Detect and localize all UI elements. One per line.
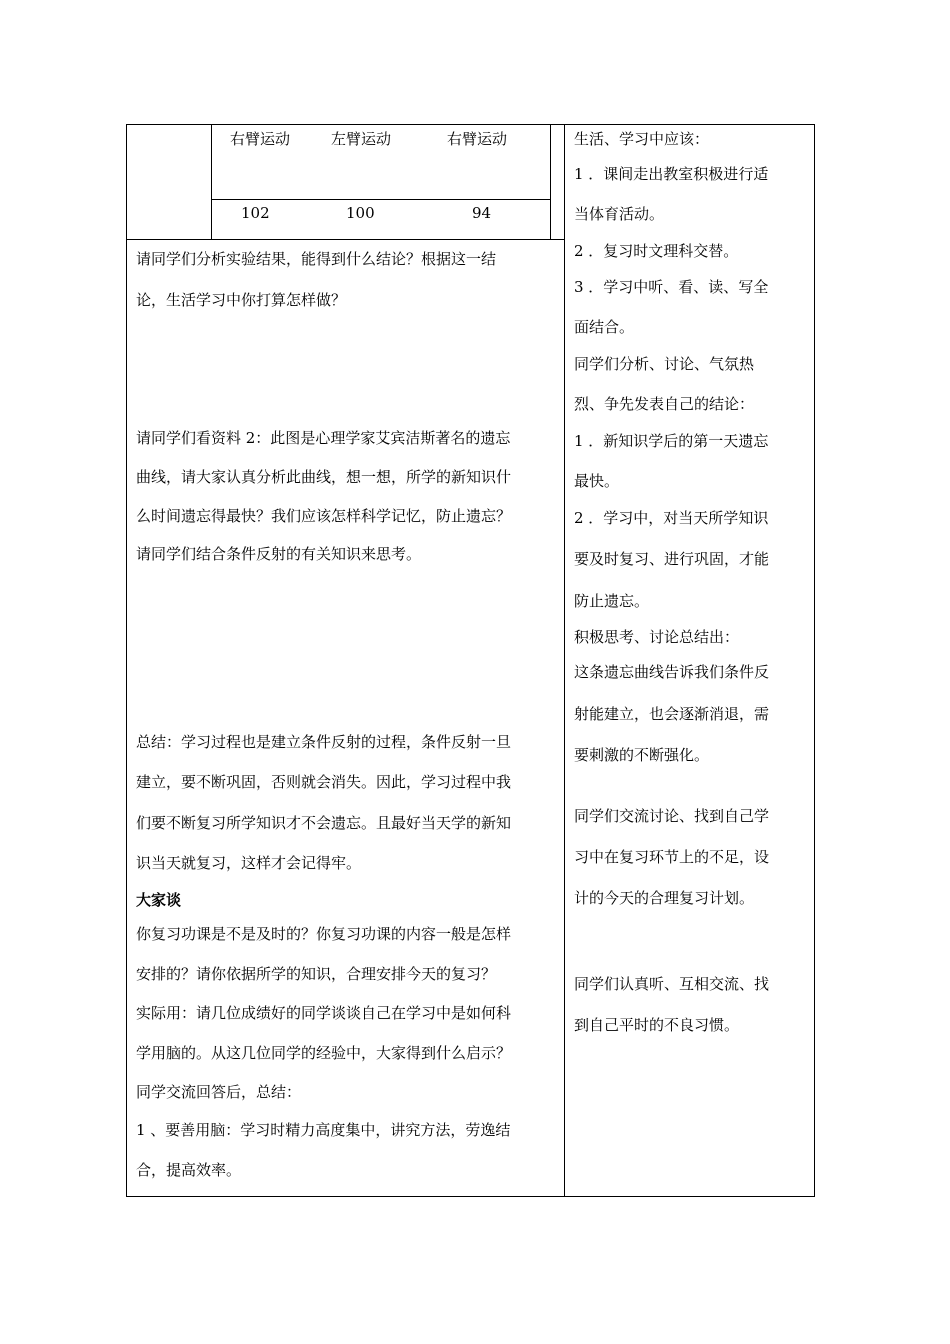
right-line-14: 积极思考、讨论总结出： xyxy=(574,628,740,646)
right-line-6: 面结合。 xyxy=(574,318,635,336)
left-para-2-line-1: 请同学们看资料 2：此图是心理学家艾宾洁斯著名的遗忘 xyxy=(136,429,511,447)
left-para-4-line-7: 合，提高效率。 xyxy=(136,1161,242,1179)
left-para-4-line-2: 安排的？请你依据所学的知识，合理安排今天的复习？ xyxy=(136,965,497,983)
right-line-1: 生活、学习中应该： xyxy=(574,130,710,148)
right-line-18: 同学们交流讨论、找到自己学 xyxy=(574,807,770,825)
table-value-3: 94 xyxy=(472,204,492,222)
left-para-4-line-5: 同学交流回答后，总结： xyxy=(136,1083,302,1101)
right-line-2: 1 ．课间走出教室积极进行适 xyxy=(574,165,769,183)
left-para-3-line-4: 识当天就复习，这样才会记得牢。 xyxy=(136,854,362,872)
right-line-19: 习中在复习环节上的不足，设 xyxy=(574,848,770,866)
right-line-20: 计的今天的合理复习计划。 xyxy=(574,889,755,907)
inner-table-left-border xyxy=(211,124,212,239)
table-header-2: 左臂运动 xyxy=(331,130,392,148)
right-line-22: 到自己平时的不良习惯。 xyxy=(574,1016,740,1034)
left-para-4-line-6: 1 、要善用脑：学习时精力高度集中，讲究方法，劳逸结 xyxy=(136,1121,511,1139)
inner-table-right-border xyxy=(550,124,551,239)
right-line-15: 这条遗忘曲线告诉我们条件反 xyxy=(574,663,770,681)
right-line-7: 同学们分析、讨论、气氛热 xyxy=(574,355,755,373)
left-para-4-line-1: 你复习功课是不是及时的？你复习功课的内容一般是怎样 xyxy=(136,925,512,943)
table-value-1: 102 xyxy=(241,204,270,222)
right-line-3: 当体育活动。 xyxy=(574,205,665,223)
section-heading: 大家谈 xyxy=(136,891,182,909)
left-para-2-line-4: 请同学们结合条件反射的有关知识来思考。 xyxy=(136,545,422,563)
left-para-3-line-3: 们要不断复习所学知识才不会遗忘。且最好当天学的新知 xyxy=(136,814,512,832)
inner-table-mid-line xyxy=(211,199,551,200)
left-para-4-line-4: 学用脑的。从这几位同学的经验中，大家得到什么启示？ xyxy=(136,1044,512,1062)
right-line-10: 最快。 xyxy=(574,472,620,490)
left-para-4-line-3: 实际用：请几位成绩好的同学谈谈自己在学习中是如何科 xyxy=(136,1004,512,1022)
left-para-2-line-2: 曲线，请大家认真分析此曲线，想一想，所学的新知识什 xyxy=(136,468,512,486)
column-divider xyxy=(564,124,565,1197)
right-line-8: 烈、争先发表自己的结论： xyxy=(574,395,755,413)
table-header-1: 右臂运动 xyxy=(230,130,291,148)
right-line-11: 2 ．学习中，对当天所学知识 xyxy=(574,509,769,527)
right-line-16: 射能建立，也会逐渐消退，需 xyxy=(574,705,770,723)
right-line-21: 同学们认真听、互相交流、找 xyxy=(574,975,770,993)
left-para-1-line-1: 请同学们分析实验结果，能得到什么结论？根据这一结 xyxy=(136,250,497,268)
right-line-17: 要刺激的不断强化。 xyxy=(574,746,710,764)
inner-table-bottom-line xyxy=(126,239,565,240)
right-line-12: 要及时复习、进行巩固，才能 xyxy=(574,550,770,568)
table-header-3: 右臂运动 xyxy=(447,130,508,148)
right-line-9: 1 ．新知识学后的第一天遗忘 xyxy=(574,432,769,450)
right-line-13: 防止遗忘。 xyxy=(574,592,650,610)
left-para-2-line-3: 么时间遗忘得最快？我们应该怎样科学记忆，防止遗忘？ xyxy=(136,507,512,525)
left-para-3-line-1: 总结：学习过程也是建立条件反射的过程，条件反射一旦 xyxy=(136,733,512,751)
right-line-5: 3 ．学习中听、看、读、写全 xyxy=(574,278,769,296)
table-value-2: 100 xyxy=(346,204,375,222)
right-line-4: 2 ．复习时文理科交替。 xyxy=(574,242,739,260)
left-para-1-line-2: 论，生活学习中你打算怎样做？ xyxy=(136,291,347,309)
left-para-3-line-2: 建立，要不断巩固，否则就会消失。因此，学习过程中我 xyxy=(136,773,512,791)
